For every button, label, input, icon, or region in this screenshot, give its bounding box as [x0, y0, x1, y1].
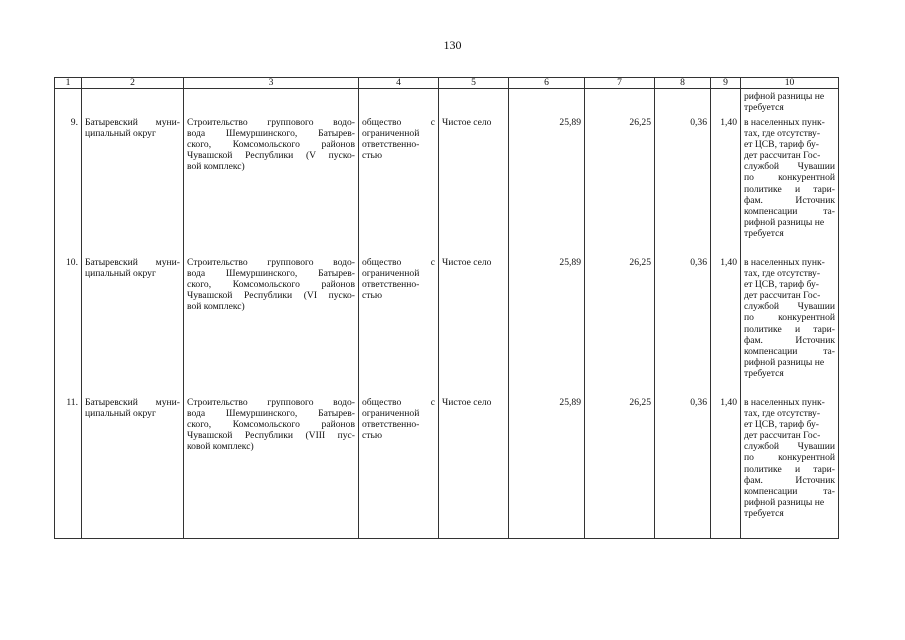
note-line: рифной разницы не: [744, 91, 825, 102]
continuation-row: [55, 89, 839, 115]
project-line: Строительство группового водо-: [187, 257, 355, 268]
tariff-table: [54, 77, 839, 539]
value-8-cell: 0,36: [655, 114, 711, 254]
note-line: службой Чувашии: [744, 161, 835, 173]
project-line: Чувашской Республики (VIII пус-: [187, 430, 355, 442]
row-number-cell: 10.: [55, 254, 82, 394]
name-cell: Чистое село: [439, 394, 509, 539]
note-line: политике и тари-: [744, 323, 835, 335]
district-cell: [82, 114, 184, 254]
project-line: вода Шемуршинского, Батырев-: [187, 408, 355, 420]
value-9-cell: 1,40: [711, 254, 741, 394]
organization-line: стью: [362, 430, 382, 442]
header-cell: 4: [359, 78, 439, 89]
name-cell: Чистое село: [439, 114, 509, 254]
note-line: рифной разницы не: [744, 356, 825, 368]
header-cell: 10: [741, 78, 839, 89]
district-line: Батыревский муни-: [85, 117, 180, 128]
header-cell: 3: [184, 78, 359, 89]
project-cell: [184, 114, 359, 254]
note-line: компенсации та-: [744, 205, 835, 217]
organization-line: ответственно-: [362, 279, 420, 291]
header-cell: 6: [509, 78, 585, 89]
project-cell: [184, 394, 359, 539]
note-line: компенсации та-: [744, 345, 835, 357]
project-line: ковой комплекс): [187, 441, 254, 453]
value-6-cell: 25,89: [509, 114, 585, 254]
project-line: вода Шемуршинского, Батырев-: [187, 268, 355, 280]
organization-cell: [359, 394, 439, 539]
project-line: вой комплекс): [187, 161, 245, 173]
value-9-cell: 1,40: [711, 394, 741, 539]
note-line: требуется: [744, 367, 784, 379]
note-line: по конкурентной: [744, 452, 835, 464]
table-row: [55, 254, 839, 394]
note-line: фам. Источник: [744, 474, 835, 486]
header-row: [55, 78, 839, 89]
organization-cell: [359, 114, 439, 254]
organization-line: стью: [362, 150, 382, 162]
organization-line: общество с: [362, 397, 435, 408]
district-line: ципальный округ: [85, 128, 156, 140]
note-line: политике и тари-: [744, 183, 835, 195]
note-cell: [741, 394, 839, 539]
page-number: 130: [443, 38, 462, 52]
district-cell: [82, 254, 184, 394]
note-line: в населенных пунк-: [744, 397, 825, 408]
district-line: ципальный округ: [85, 268, 156, 280]
organization-line: ограниченной: [362, 408, 420, 420]
note-line: тах, где отсутству-: [744, 268, 821, 280]
note-cell: [741, 89, 839, 115]
note-line: требуется: [744, 507, 784, 519]
note-line: ет ЦСВ, тариф бу-: [744, 279, 819, 291]
project-cell: [184, 254, 359, 394]
table-row: [55, 114, 839, 254]
project-line: ского, Комсомольского районов: [187, 279, 355, 291]
district-line: Батыревский муни-: [85, 397, 180, 408]
note-line: рифной разницы не: [744, 496, 825, 508]
organization-line: общество с: [362, 117, 435, 128]
note-line: требуется: [744, 227, 784, 239]
note-line: ет ЦСВ, тариф бу-: [744, 419, 819, 431]
value-7-cell: 26,25: [585, 114, 655, 254]
note-line: тах, где отсутству-: [744, 128, 821, 140]
note-line: дет рассчитан Гос-: [744, 430, 821, 442]
note-line: фам. Источник: [744, 194, 835, 206]
value-6-cell: 25,89: [509, 394, 585, 539]
value-8-cell: 0,36: [655, 254, 711, 394]
project-line: вой комплекс): [187, 301, 245, 313]
header-cell: 8: [655, 78, 711, 89]
value-8-cell: 0,36: [655, 394, 711, 539]
district-line: Батыревский муни-: [85, 257, 180, 268]
organization-line: ограниченной: [362, 128, 420, 140]
project-line: вода Шемуршинского, Батырев-: [187, 128, 355, 140]
note-line: ет ЦСВ, тариф бу-: [744, 139, 819, 151]
note-line: политике и тари-: [744, 463, 835, 475]
project-line: ского, Комсомольского районов: [187, 139, 355, 151]
note-line: службой Чувашии: [744, 441, 835, 453]
district-line: ципальный округ: [85, 408, 156, 420]
note-cell: [741, 254, 839, 394]
project-line: ского, Комсомольского районов: [187, 419, 355, 431]
organization-line: общество с: [362, 257, 435, 268]
name-cell: Чистое село: [439, 254, 509, 394]
project-line: Строительство группового водо-: [187, 117, 355, 128]
note-line: фам. Источник: [744, 334, 835, 346]
note-line: тах, где отсутству-: [744, 408, 821, 420]
project-line: Чувашской Республики (VI пуско-: [187, 290, 355, 302]
row-number-cell: 9.: [55, 114, 82, 254]
organization-cell: [359, 254, 439, 394]
note-line: рифной разницы не: [744, 216, 825, 228]
note-line: дет рассчитан Гос-: [744, 150, 821, 162]
value-7-cell: 26,25: [585, 254, 655, 394]
note-line: компенсации та-: [744, 485, 835, 497]
project-line: Чувашской Республики (V пуско-: [187, 150, 355, 162]
district-cell: [82, 394, 184, 539]
note-line: службой Чувашии: [744, 301, 835, 313]
project-line: Строительство группового водо-: [187, 397, 355, 408]
header-cell: 7: [585, 78, 655, 89]
note-line: в населенных пунк-: [744, 257, 825, 268]
organization-line: ответственно-: [362, 419, 420, 431]
header-cell: 1: [55, 78, 82, 89]
organization-line: стью: [362, 290, 382, 302]
value-6-cell: 25,89: [509, 254, 585, 394]
organization-line: ограниченной: [362, 268, 420, 280]
note-line: в населенных пунк-: [744, 117, 825, 128]
note-line: по конкурентной: [744, 312, 835, 324]
value-7-cell: 26,25: [585, 394, 655, 539]
table-row: [55, 394, 839, 539]
organization-line: ответственно-: [362, 139, 420, 151]
note-cell: [741, 114, 839, 254]
header-cell: 5: [439, 78, 509, 89]
note-line: по конкурентной: [744, 172, 835, 184]
note-line: требуется: [744, 102, 784, 114]
header-cell: 9: [711, 78, 741, 89]
note-line: дет рассчитан Гос-: [744, 290, 821, 302]
row-number-cell: 11.: [55, 394, 82, 539]
header-cell: 2: [82, 78, 184, 89]
value-9-cell: 1,40: [711, 114, 741, 254]
